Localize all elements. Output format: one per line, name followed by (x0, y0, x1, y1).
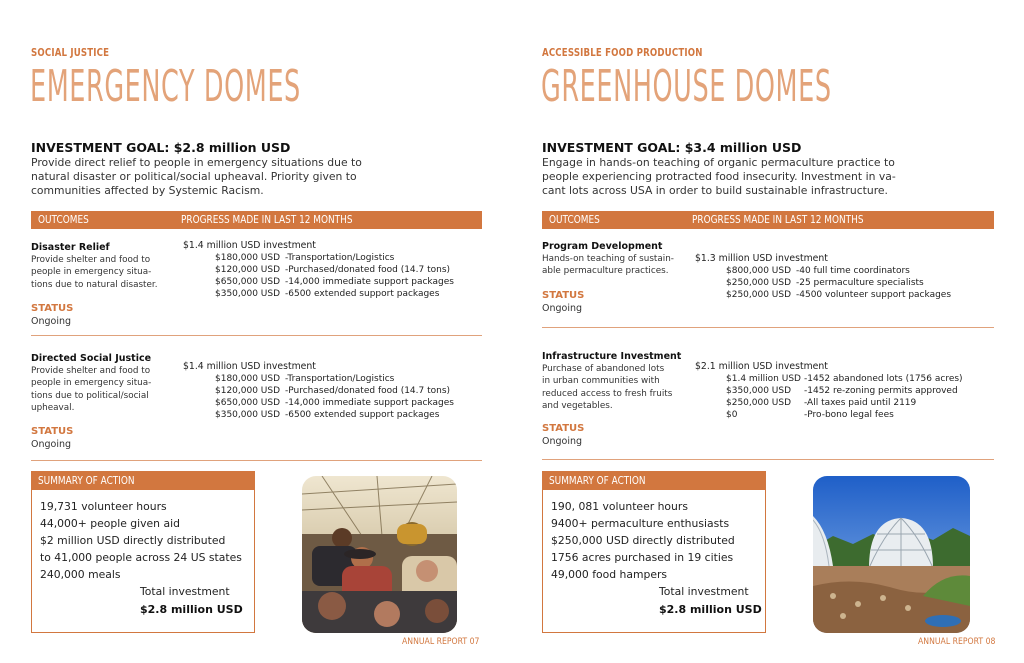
investment-line: $250,000 USD -25 permaculture specialists (726, 278, 924, 288)
investment-total: $1.4 million USD investment (183, 240, 316, 251)
divider (542, 459, 994, 460)
total-investment-value: $2.8 million USD (659, 603, 762, 616)
total-investment-value: $2.8 million USD (140, 603, 243, 616)
divider (542, 327, 994, 328)
summary-box (31, 471, 255, 633)
page-footer: ANNUAL REPORT 07 (402, 637, 480, 647)
summary-line: 49,000 food hampers (551, 568, 668, 581)
outcome-description: Purchase of abandoned lots in urban communities with reduced access to fresh fruits and vegetables. (542, 364, 673, 412)
investment-line: $120,000 USD -Purchased/donated food (14.7 tons) (215, 386, 451, 396)
total-investment-label: Total investment (140, 585, 230, 598)
investment-line: $350,000 USD -6500 extended support packages (215, 289, 440, 299)
summary-line: 44,000+ people given aid (40, 517, 180, 530)
outcomes-header: OUTCOMES (549, 214, 600, 226)
investment-total: $2.1 million USD investment (695, 361, 828, 372)
crowd-photo-illustration (302, 476, 457, 633)
page-right (512, 0, 1024, 663)
outcome-title: Program Development (542, 241, 663, 252)
summary-line: to 41,000 people across 24 US states (40, 551, 242, 564)
status-label: STATUS (31, 303, 74, 314)
investment-line: $800,000 USD -40 full time coordinators (726, 266, 910, 276)
goal-description: Provide direct relief to people in emergency situations due to natural disaster or political/social upheaval. Priority given to communities affected by Systemic Racism. (31, 156, 362, 197)
page-title: GREENHOUSE DOMES (541, 61, 832, 112)
emergency-dome-photo (302, 476, 457, 633)
section-kicker: ACCESSIBLE FOOD PRODUCTION (542, 47, 703, 59)
outcome-description: Hands-on teaching of sustain- able permaculture practices. (542, 254, 674, 277)
investment-line: $350,000 USD -1452 re-zoning permits approved (726, 386, 958, 396)
status-value: Ongoing (31, 316, 72, 327)
total-investment-label: Total investment (659, 585, 749, 598)
summary-header-bar (543, 472, 765, 490)
summary-header: SUMMARY OF ACTION (38, 475, 135, 487)
investment-line: $650,000 USD -14,000 immediate support packages (215, 398, 454, 408)
outcomes-header: OUTCOMES (38, 214, 89, 226)
progress-header: PROGRESS MADE IN LAST 12 MONTHS (692, 214, 864, 226)
goal-description: Engage in hands-on teaching of organic permaculture practice to people experiencing protracted food insecurity. Investment in va- cant lots across USA in order to build sustainable infrastructure. (542, 156, 896, 197)
summary-line: 190, 081 volunteer hours (551, 500, 688, 513)
divider (31, 335, 482, 336)
section-kicker: SOCIAL JUSTICE (31, 47, 110, 59)
divider (31, 460, 482, 461)
status-value: Ongoing (542, 303, 583, 314)
greenhouse-photo-illustration (813, 476, 970, 633)
investment-goal: INVESTMENT GOAL: $2.8 million USD (31, 140, 291, 155)
investment-line: $350,000 USD -6500 extended support packages (215, 410, 440, 420)
investment-total: $1.3 million USD investment (695, 253, 828, 264)
status-label: STATUS (542, 290, 585, 301)
status-value: Ongoing (31, 439, 72, 450)
investment-line: $250,000 USD -All taxes paid until 2119 (726, 398, 917, 408)
investment-line: $1.4 million USD -1452 abandoned lots (1756 acres) (726, 374, 963, 384)
status-label: STATUS (31, 426, 74, 437)
outcome-title: Infrastructure Investment (542, 351, 682, 362)
outcome-title: Directed Social Justice (31, 353, 152, 364)
greenhouse-dome-photo (813, 476, 970, 633)
investment-line: $180,000 USD -Transportation/Logistics (215, 374, 395, 384)
summary-header-bar (32, 472, 254, 490)
investment-line: $250,000 USD -4500 volunteer support packages (726, 290, 952, 300)
outcome-description: Provide shelter and food to people in emergency situa- tions due to political/social upheaval. (31, 366, 152, 414)
summary-line: 1756 acres purchased in 19 cities (551, 551, 734, 564)
summary-line: 19,731 volunteer hours (40, 500, 167, 513)
summary-line: $2 million USD directly distributed (40, 534, 226, 547)
summary-line: 9400+ permaculture enthusiasts (551, 517, 730, 530)
investment-line: $650,000 USD -14,000 immediate support packages (215, 277, 454, 287)
page-title: EMERGENCY DOMES (30, 61, 301, 112)
summary-line: 240,000 meals (40, 568, 121, 581)
outcome-title: Disaster Relief (31, 242, 110, 253)
outcomes-header-bar (31, 211, 482, 229)
status-label: STATUS (542, 423, 585, 434)
summary-box (542, 471, 766, 633)
outcome-description: Provide shelter and food to people in emergency situa- tions due to natural disaster. (31, 255, 158, 290)
investment-total: $1.4 million USD investment (183, 361, 316, 372)
summary-header: SUMMARY OF ACTION (549, 475, 646, 487)
investment-line: $120,000 USD -Purchased/donated food (14.7 tons) (215, 265, 451, 275)
page-footer: ANNUAL REPORT 08 (918, 637, 996, 647)
investment-goal: INVESTMENT GOAL: $3.4 million USD (542, 140, 802, 155)
investment-line: $180,000 USD -Transportation/Logistics (215, 253, 395, 263)
status-value: Ongoing (542, 436, 583, 447)
investment-line: $0 -Pro-bono legal fees (726, 410, 894, 420)
summary-line: $250,000 USD directly distributed (551, 534, 735, 547)
progress-header: PROGRESS MADE IN LAST 12 MONTHS (181, 214, 353, 226)
outcomes-header-bar (542, 211, 994, 229)
